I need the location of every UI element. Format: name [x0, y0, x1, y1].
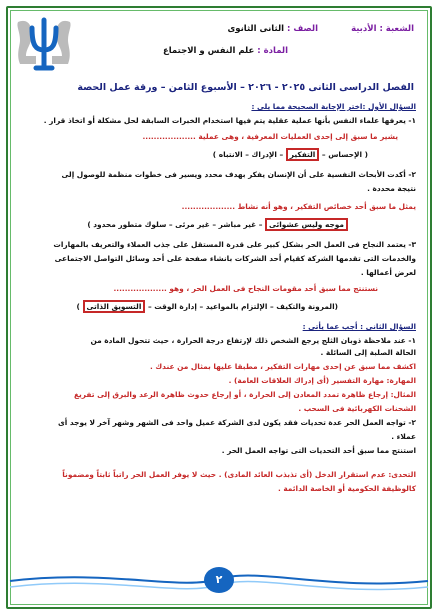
q2-answer-box: موجه وليس عشوائى: [265, 218, 348, 231]
grade-value: الثانى الثانوى: [227, 24, 285, 34]
branch-field: [351, 24, 414, 34]
grade-label: الصف :: [287, 24, 318, 34]
s2-q1-example-answer: المثال: إرجاع ظاهرة تمدد المعادن إلى الحرارة ، أو إرجاع حدوث ظاهرة الرعد والبرق إلى تفريغ: [73, 390, 416, 399]
q1-statement: ١- يعرفها علماء النفس بأنها عملية عقلية يتم فيها استخدام الخبرات السابقة لحل مشكلة أو اتخاذ قرار .: [43, 116, 416, 125]
q3-option-a: (المرونة والتكيف – الإلتزام بالمواعيد – إدارة الوقت –: [147, 302, 338, 311]
q3-options: [77, 302, 338, 312]
q1-answer-box: التفكير: [286, 148, 320, 161]
s2-q1-statement: ١- عند ملاحظة ذوبان الثلج يرجع الشخص ذلك لإرتفاع درجة الحرارة ، حيث تتحول المادة من: [90, 336, 416, 345]
q3-statement: ٣- يعتمد النجاح فى العمل الحر بشكل كبير على قدرة المستقل على جذب العملاء والتعريف بالمهارات: [53, 240, 416, 249]
section2-heading: السؤال الثانى : أجب عما يأتى :: [302, 322, 416, 331]
q1-option-c: – الإدراك – الانتباه ): [212, 150, 284, 159]
page-number-badge: ٢: [204, 567, 234, 593]
q2-prompt: يمثل ما سبق أحد خصائص التفكير ، وهو أنه نشاط ...................: [181, 202, 416, 211]
branch-label: الشعبة :: [379, 24, 414, 34]
branch-value: الأدبية: [351, 24, 377, 34]
q3-option-c: ): [76, 302, 80, 311]
q2-option-b: – غير مباشر – غير مرئى – سلوك متطور محدود ): [87, 220, 263, 229]
q2-options: [87, 220, 348, 230]
subject-label: المادة :: [257, 46, 288, 56]
s2-q2-statement: ٢- تواجه العمل الحر عدة تحديات فقد يكون لدى الشركة عميل واحد فى الشهر وشهر آخر لا يوجد أى: [58, 418, 416, 427]
s2-q2-answer: التحدى: عدم استقرار الدخل (أى تذبذب العائد المادى) . حيث لا يوفر العمل الحر راتباً ثابتاً ومضموناً: [62, 470, 416, 479]
psychology-logo-icon: [14, 14, 74, 72]
s2-q2-answer-2: كالوظيفة الحكومية أو الخاصة الدائمة .: [277, 484, 416, 493]
s2-q1-prompt: اكشف مما سبق عن إحدى مهارات التفكير ، مطبقا عليها بمثال من عندك .: [150, 362, 416, 371]
q2-statement: ٢- أكدت الأبحاث النفسية على أن الإنسان يفكر بهدف محدد ويسير فى خطوات منظمة للوصول إلى: [61, 170, 416, 179]
grade-field: [227, 24, 318, 34]
q3-answer-box: التسويق الذاتى: [83, 300, 146, 313]
page-footer: [0, 563, 438, 597]
q1-options: [213, 150, 368, 160]
subject-field: [163, 46, 288, 56]
s2-q1-skill-answer: المهارة: مهارة التفسير (أى إدراك العلاقات العامة) .: [228, 376, 416, 385]
q3-prompt: نستنتج مما سبق أحد مقومات النجاح فى العمل الحر ، وهو ...................: [113, 284, 378, 293]
q2-statement-2: نتيجة محددة .: [367, 184, 416, 193]
q1-prompt: يشير ما سبق إلى إحدى العمليات المعرفية ، وهى عملية ...................: [142, 132, 398, 141]
worksheet-title: الفصل الدراسى الثانى ٢٠٢٥ - ٢٠٢٦ – الأسبوع الثامن – ورقة عمل الحصة: [77, 82, 414, 93]
subject-value: علم النفس و الاجتماع: [162, 46, 255, 56]
s2-q2-prompt: استنتج مما سبق أحد التحديات التى تواجه العمل الحر .: [221, 446, 416, 455]
section1-heading: السؤال الأول :اختر الإجابة الصحيحة مما يلى :: [251, 102, 416, 111]
s2-q2-statement-2: عملاء .: [391, 432, 416, 441]
s2-q1-example-answer-2: الشحنات الكهربائية فى السحب .: [298, 404, 416, 413]
q1-option-a: ( الإحساس –: [321, 150, 368, 159]
q3-statement-2: والخدمات التى تقدمها الشركة كقيام أحد الشركات بانشاء صفحة على أحد وسائل التواصل الاجتماعى: [54, 254, 416, 263]
q3-statement-3: لعرض أعمالها .: [360, 268, 416, 277]
s2-q1-statement-2: الحالة الصلبة إلى السائلة .: [320, 348, 416, 357]
